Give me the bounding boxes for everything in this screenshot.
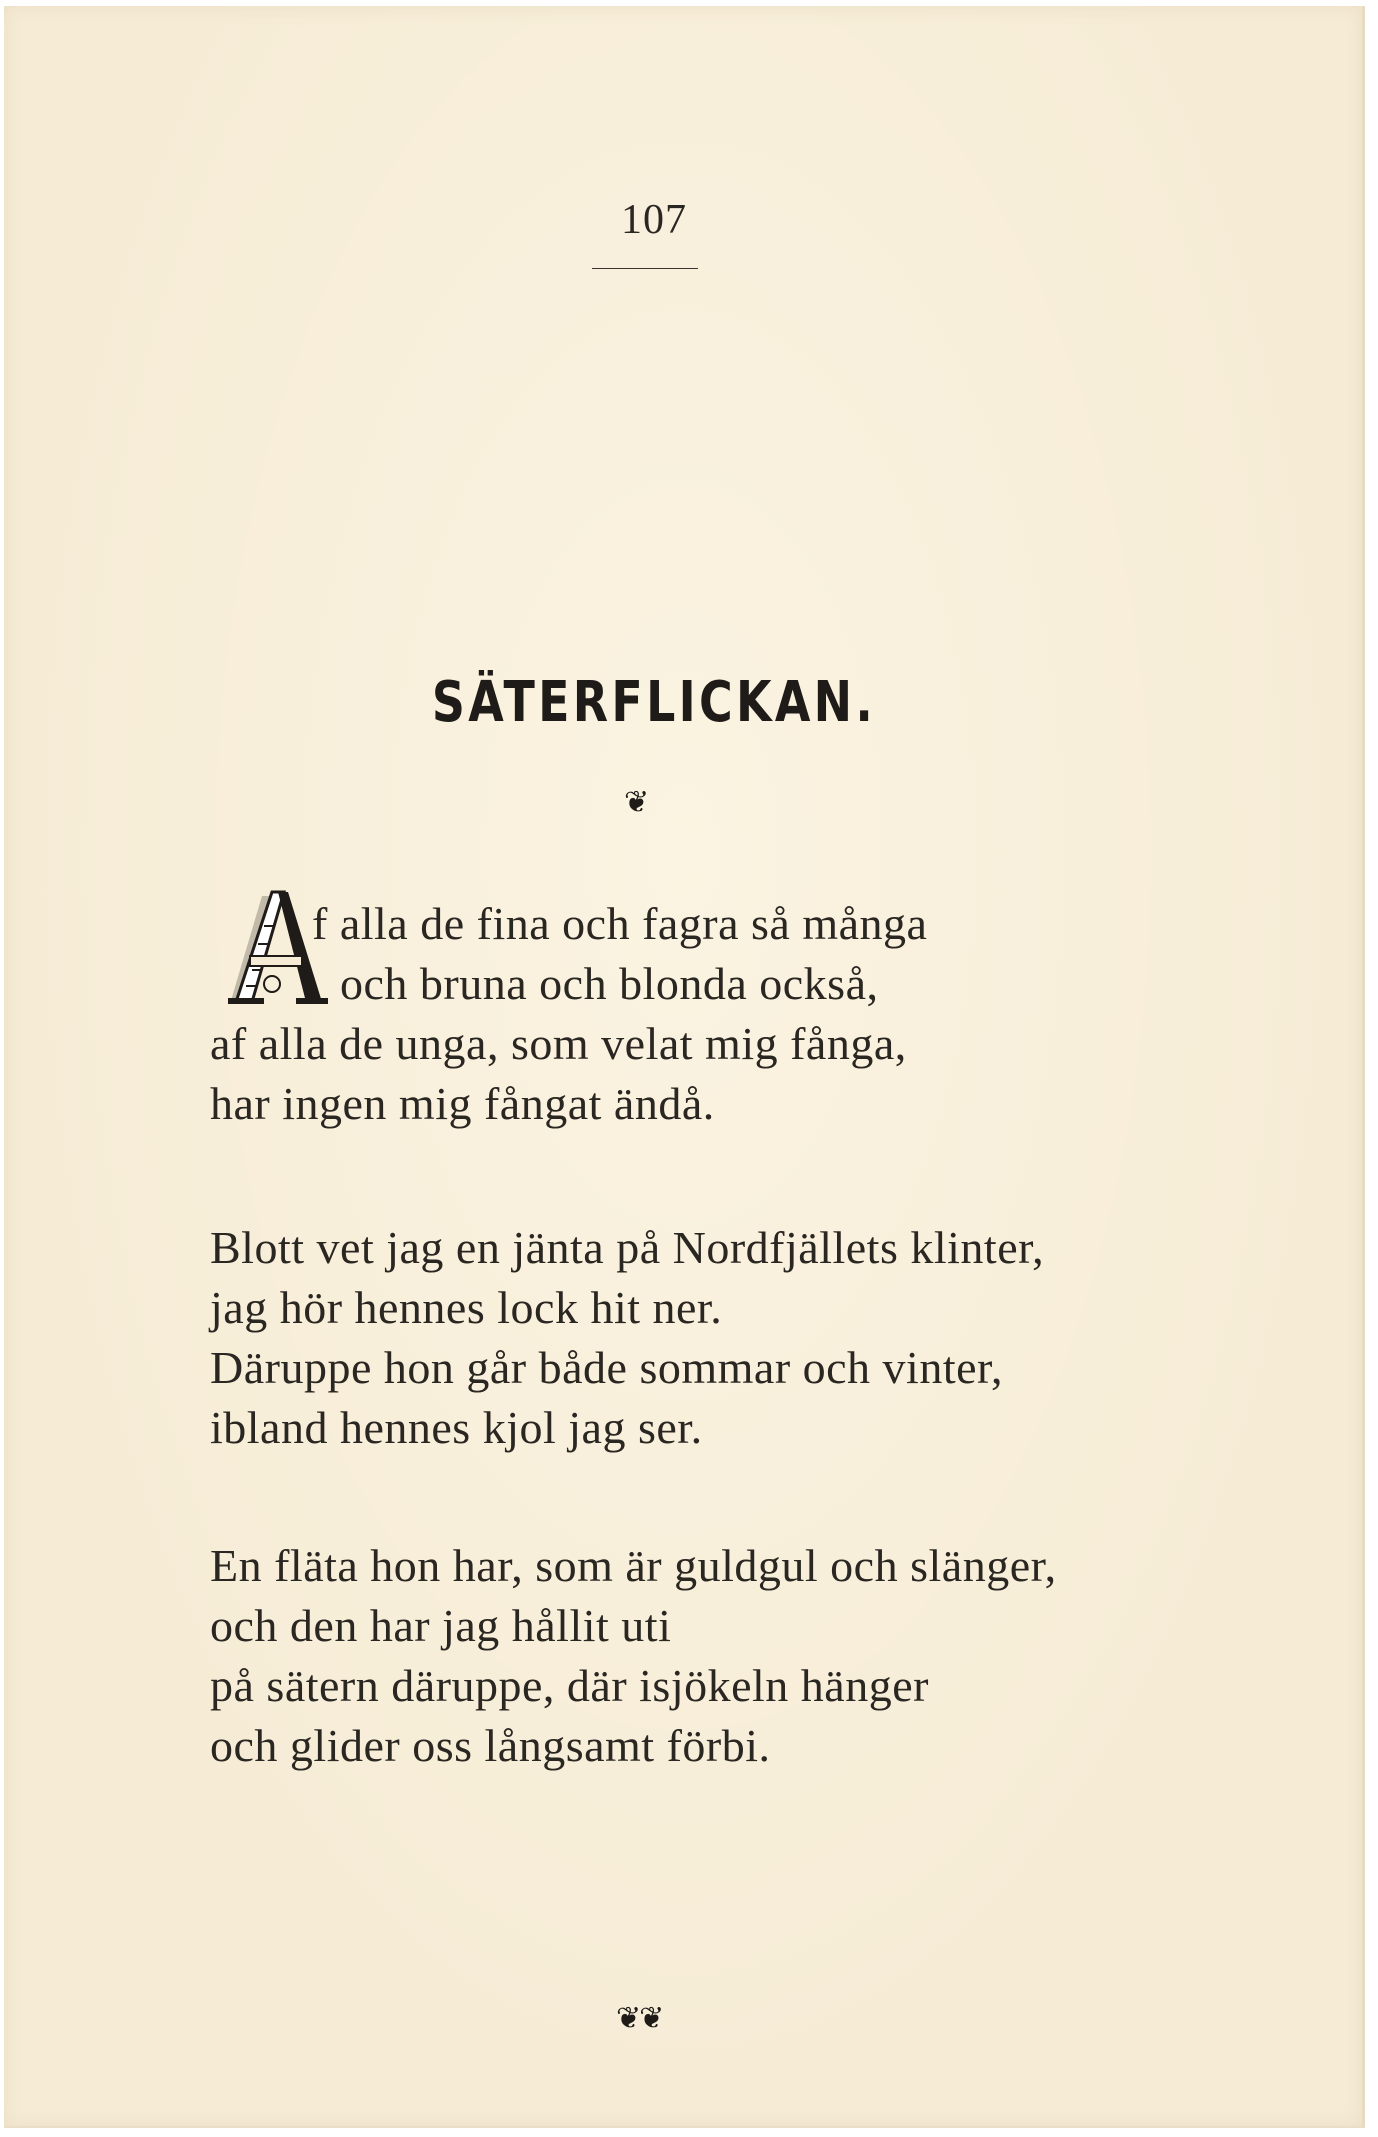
poem-title: SÄTERFLICKAN. [431, 670, 877, 735]
verse-line: och glider oss långsamt förbi. [210, 1720, 771, 1771]
page-number-rule [592, 268, 698, 269]
verse-line: f alla de fina och fagra så många [312, 898, 928, 949]
double-fleuron-icon: ❦❦ [616, 2001, 663, 2036]
verse-line: En fläta hon har, som är guldgul och slänger, [210, 1540, 1057, 1591]
stanza-2 [210, 1218, 1044, 1458]
verse-line: och den har jag hållit uti [210, 1600, 672, 1651]
stanza-1 [210, 894, 927, 1134]
verse-line: ibland hennes kjol jag ser. [210, 1402, 703, 1453]
book-page [4, 6, 1365, 2128]
verse-line: har ingen mig fångat ändå. [210, 1078, 715, 1129]
verse-line: och bruna och blonda också, [340, 958, 879, 1009]
verse-line: Blott vet jag en jänta på Nordfjällets klinter, [210, 1222, 1045, 1273]
verse-line: af alla de unga, som velat mig fånga, [210, 1018, 907, 1069]
verse-line: jag hör hennes lock hit ner. [210, 1282, 723, 1333]
verse-line: Däruppe hon går både sommar och vinter, [210, 1342, 1004, 1393]
stanza-3 [210, 1536, 1057, 1776]
page-number: 107 [621, 197, 687, 243]
fleuron-icon: ❦ [624, 785, 650, 820]
verse-line: på sätern däruppe, där isjökeln hänger [210, 1660, 929, 1711]
